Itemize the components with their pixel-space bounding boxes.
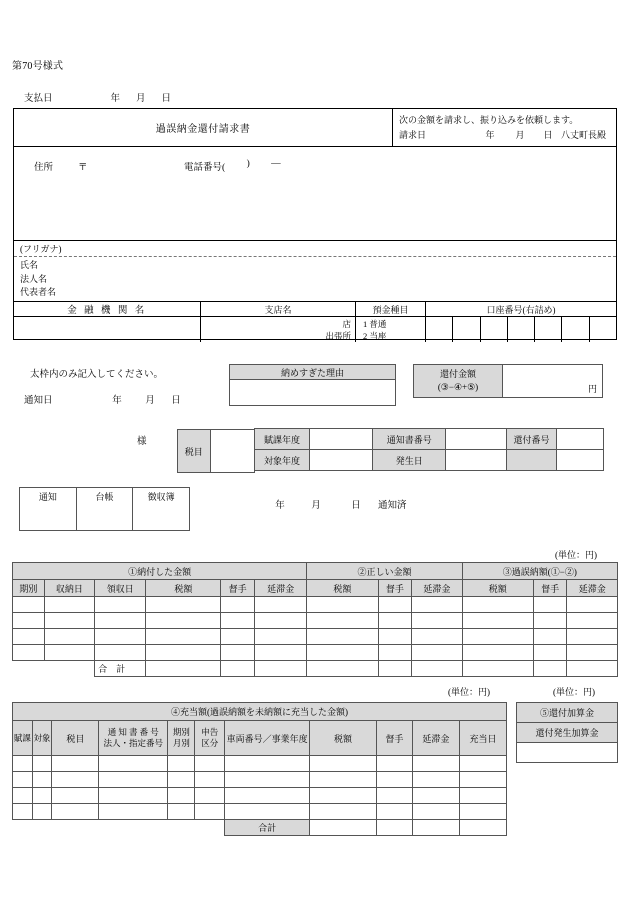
cell[interactable] <box>567 597 618 613</box>
total-label: 合 計 <box>95 661 146 677</box>
col-header-late-fee-2: 延滞金 <box>412 580 463 597</box>
total-cell[interactable] <box>533 661 567 677</box>
main-table-total-row <box>13 661 618 677</box>
t4-body <box>13 756 507 836</box>
t5-header-row <box>517 703 618 723</box>
cell[interactable] <box>567 629 618 645</box>
main-table-column-header-row <box>13 580 618 597</box>
total-cell[interactable] <box>254 661 306 677</box>
cell[interactable] <box>412 597 463 613</box>
refund-amount-label-line1: 還付金額 <box>439 369 476 379</box>
main-table-group-header-row <box>13 563 618 580</box>
cell[interactable] <box>567 645 618 661</box>
cell[interactable] <box>44 597 95 613</box>
cell[interactable] <box>195 788 225 804</box>
col-header-late-fee-1: 延滞金 <box>254 580 306 597</box>
cell[interactable] <box>99 772 168 788</box>
t5-header: ⑤還付加算金 <box>517 703 618 723</box>
cell[interactable] <box>224 772 309 788</box>
target-year-label: 対象年度 <box>254 449 310 471</box>
cell[interactable] <box>52 788 99 804</box>
ledger-date-row <box>262 497 407 511</box>
cell[interactable] <box>567 613 618 629</box>
col-header-reminder-3: 督手 <box>533 580 567 597</box>
tax-item-col-labels-3 <box>507 429 556 473</box>
request-statement-block <box>392 109 616 146</box>
occurrence-date-input[interactable] <box>445 449 507 471</box>
tax-item-col-values-3 <box>557 429 604 473</box>
address-line <box>34 159 281 173</box>
total-spacer <box>13 661 45 677</box>
bank-institution-input[interactable] <box>14 317 201 342</box>
col-header-tax-amount-3: 税額 <box>462 580 533 597</box>
tax-item-col-values-1 <box>310 429 373 473</box>
cell[interactable] <box>533 613 567 629</box>
tax-item-box <box>178 429 604 473</box>
overpayment-reason-box <box>229 364 396 406</box>
name-label: 氏名 <box>20 260 39 270</box>
request-date-label: 請求日 <box>399 130 427 140</box>
ledger-cell-register[interactable] <box>77 504 133 530</box>
cell[interactable] <box>412 613 463 629</box>
cell[interactable] <box>462 629 533 645</box>
total-cell[interactable] <box>412 661 463 677</box>
cell[interactable] <box>307 597 378 613</box>
bank-header-account-number: 口座番号(右詰め) <box>486 304 556 315</box>
table-row[interactable] <box>13 597 618 613</box>
col-header-tax-amount-1: 税額 <box>146 580 221 597</box>
total-cell[interactable] <box>462 661 533 677</box>
col-header-receipt-date: 領収日 <box>95 580 146 597</box>
cell[interactable] <box>99 756 168 772</box>
account-digit-cell[interactable] <box>481 317 508 342</box>
ledger-cell-collection[interactable] <box>133 504 189 530</box>
t4-col-header-notice-number: 通 知 書 番 号 法人・指定番号 <box>99 721 168 756</box>
refund-number-input-2[interactable] <box>556 449 604 471</box>
t4-total-cell[interactable] <box>412 820 459 836</box>
account-digit-cell[interactable] <box>426 317 453 342</box>
cell[interactable] <box>254 629 306 645</box>
cell[interactable] <box>32 788 52 804</box>
cell[interactable] <box>310 772 377 788</box>
t4-head <box>13 703 507 756</box>
unit-label-table4: (単位：円) <box>448 687 490 697</box>
refund-amount-input[interactable] <box>503 364 603 398</box>
refund-surcharge-table <box>516 702 618 763</box>
address-area[interactable] <box>14 147 616 240</box>
cell[interactable] <box>99 788 168 804</box>
ledger-header-collection: 徴収簿 <box>147 491 175 502</box>
account-digit-cell[interactable] <box>535 317 562 342</box>
cell[interactable] <box>13 788 33 804</box>
bank-header-deposit-type: 預金種目 <box>356 302 426 316</box>
cell[interactable] <box>462 645 533 661</box>
col-header-late-fee-3: 延滞金 <box>567 580 618 597</box>
cell[interactable] <box>13 613 45 629</box>
notice-number-input[interactable] <box>445 428 507 450</box>
cell[interactable] <box>195 756 225 772</box>
cell[interactable] <box>533 645 567 661</box>
cell[interactable] <box>44 613 95 629</box>
cell[interactable] <box>32 756 52 772</box>
cell[interactable] <box>378 645 412 661</box>
bank-branch-input[interactable] <box>201 317 356 342</box>
cell[interactable] <box>52 756 99 772</box>
total-spacer <box>44 661 95 677</box>
request-title: 過誤納金還付請求書 <box>155 124 251 135</box>
t4-col-header-vehicle-fiscal: 車両番号／事業年度 <box>224 721 309 756</box>
t5-value-input[interactable] <box>517 743 618 763</box>
cell[interactable] <box>99 804 168 820</box>
t4-col-header-allocation-date: 充当日 <box>459 721 506 756</box>
cell[interactable] <box>13 804 33 820</box>
bank-table-header <box>14 302 616 317</box>
payment-date-row <box>24 90 171 104</box>
cell[interactable] <box>462 613 533 629</box>
request-statement: 次の金額を請求し、振り込みを依頼します。 <box>399 115 579 125</box>
t4-col-header-tax-item: 税目 <box>52 721 99 756</box>
cell[interactable] <box>310 756 377 772</box>
cell[interactable] <box>224 788 309 804</box>
cell[interactable] <box>168 772 195 788</box>
thick-border-note: 太枠内のみ記入してください。 <box>30 370 164 380</box>
request-date-month: 月 <box>515 130 525 140</box>
payment-amounts-table <box>12 562 618 677</box>
t4-col-header-late-fee: 延滞金 <box>412 721 459 756</box>
cell[interactable] <box>221 597 255 613</box>
t4-total-cell[interactable] <box>310 820 377 836</box>
ledger-date-day: 日 <box>351 501 361 511</box>
ledger-confirmation-box <box>20 487 190 531</box>
cell[interactable] <box>13 645 45 661</box>
t4-total-cell[interactable] <box>376 820 412 836</box>
ledger-date-month: 月 <box>311 501 321 511</box>
cell[interactable] <box>254 645 306 661</box>
tax-item-label: 税目 <box>177 429 211 473</box>
tax-item-col-values-2 <box>446 429 507 473</box>
account-digit-cell[interactable] <box>590 317 616 342</box>
t4-total-spacer <box>99 820 168 836</box>
ledger-date-year: 年 <box>275 501 285 511</box>
tax-item-value-input[interactable] <box>210 429 255 473</box>
cell[interactable] <box>221 629 255 645</box>
cell[interactable] <box>95 645 146 661</box>
cell[interactable] <box>195 804 225 820</box>
t4-total-spacer <box>52 820 99 836</box>
cell[interactable] <box>254 613 306 629</box>
cell[interactable] <box>221 645 255 661</box>
deposit-option-ordinary[interactable]: 1 普通 <box>363 319 387 329</box>
refund-number-input[interactable] <box>556 428 604 450</box>
total-cell[interactable] <box>146 661 221 677</box>
cell[interactable] <box>168 804 195 820</box>
account-digit-cell[interactable] <box>508 317 535 342</box>
phone-paren-close: ) <box>246 159 250 169</box>
table-row[interactable] <box>13 772 507 788</box>
cell[interactable] <box>13 629 45 645</box>
address-label: 住所 <box>34 163 54 173</box>
table-row[interactable] <box>13 756 507 772</box>
cell[interactable] <box>307 629 378 645</box>
cell[interactable] <box>412 772 459 788</box>
cell[interactable] <box>459 804 506 820</box>
branch-suffix-options: 店 出張所 <box>325 319 351 341</box>
occurrence-date-label: 発生日 <box>372 449 446 471</box>
target-year-input[interactable] <box>309 449 373 471</box>
t4-total-spacer <box>32 820 52 836</box>
account-digit-cell[interactable] <box>453 317 480 342</box>
cell[interactable] <box>412 756 459 772</box>
cell[interactable] <box>224 756 309 772</box>
cell[interactable] <box>95 597 146 613</box>
cell[interactable] <box>376 756 412 772</box>
cell[interactable] <box>533 597 567 613</box>
col-header-period: 期別 <box>13 580 45 597</box>
t4-col-header-target: 対象 <box>32 721 52 756</box>
unit-label-main-table: (単位：円) <box>555 550 597 560</box>
ledger-col-register[interactable] <box>76 487 134 531</box>
ledger-notified-status: 通知済 <box>378 501 407 511</box>
col-header-reminder-2: 督手 <box>378 580 412 597</box>
bank-account-table <box>14 301 616 339</box>
group-header-paid: ①納付した金額 <box>13 563 307 580</box>
t4-col-header-tax-amount: 税額 <box>310 721 377 756</box>
payment-date-month: 月 <box>136 94 146 104</box>
form-number: 第70号様式 <box>12 61 64 72</box>
refund-number-label: 還付番号 <box>506 428 556 450</box>
group-header-correct: ②正しい金額 <box>307 563 462 580</box>
t5-body <box>517 703 618 763</box>
cell[interactable] <box>376 804 412 820</box>
notify-date-label: 通知日 <box>24 396 53 406</box>
t4-col-header-declaration: 申告 区分 <box>195 721 225 756</box>
tax-item-col-labels-1 <box>255 429 310 473</box>
notify-date-day: 日 <box>171 396 181 406</box>
notify-date-row <box>24 392 186 406</box>
cell[interactable] <box>310 804 377 820</box>
t4-column-header-row <box>13 721 507 756</box>
notify-date-month: 月 <box>145 396 155 406</box>
request-date-year: 年 <box>485 130 495 140</box>
total-cell[interactable] <box>567 661 618 677</box>
cell[interactable] <box>459 788 506 804</box>
col-header-reminder-1: 督手 <box>221 580 255 597</box>
t4-total-spacer <box>195 820 225 836</box>
total-cell[interactable] <box>307 661 378 677</box>
refund-amount-label <box>413 364 503 398</box>
notice-number-label: 通知書番号 <box>372 428 446 450</box>
cell[interactable] <box>459 756 506 772</box>
refund-number-label-empty <box>506 449 556 471</box>
cell[interactable] <box>459 772 506 788</box>
cell[interactable] <box>52 804 99 820</box>
total-cell[interactable] <box>221 661 255 677</box>
cell[interactable] <box>533 629 567 645</box>
t4-group-header-row <box>13 703 507 721</box>
cell[interactable] <box>378 629 412 645</box>
cell[interactable] <box>168 756 195 772</box>
t4-total-spacer <box>168 820 195 836</box>
payment-date-day: 日 <box>161 94 172 104</box>
cell[interactable] <box>378 613 412 629</box>
cell[interactable] <box>195 772 225 788</box>
cell[interactable] <box>221 613 255 629</box>
cell[interactable] <box>32 804 52 820</box>
cell[interactable] <box>310 788 377 804</box>
total-cell[interactable] <box>378 661 412 677</box>
refund-amount-unit: 円 <box>587 384 597 394</box>
cell[interactable] <box>13 772 33 788</box>
main-table-head <box>13 563 618 597</box>
t4-col-header-period: 期別 月別 <box>168 721 195 756</box>
cell[interactable] <box>168 788 195 804</box>
cell[interactable] <box>146 629 221 645</box>
cell[interactable] <box>412 804 459 820</box>
furigana-row[interactable]: (フリガナ) <box>14 240 616 257</box>
cell[interactable] <box>32 772 52 788</box>
bank-table-body <box>14 317 616 342</box>
cell[interactable] <box>376 772 412 788</box>
request-title-row <box>14 109 616 147</box>
bank-header-institution: 金 融 機 関 名 <box>14 302 201 316</box>
refund-amount-box <box>413 364 603 398</box>
table-row[interactable] <box>13 788 507 804</box>
cell[interactable] <box>52 772 99 788</box>
cell[interactable] <box>95 613 146 629</box>
levy-year-label: 賦課年度 <box>254 428 310 450</box>
t4-total-row <box>13 820 507 836</box>
t4-total-spacer <box>13 820 33 836</box>
col-header-storage-date: 収納日 <box>44 580 95 597</box>
cell[interactable] <box>224 804 309 820</box>
col-header-tax-amount-2: 税額 <box>307 580 378 597</box>
payment-date-label: 支払日 <box>24 94 53 104</box>
group-header-overpaid: ③過誤納額(①−②) <box>462 563 617 580</box>
ledger-cell-notice[interactable] <box>20 504 76 530</box>
table-row[interactable] <box>13 613 618 629</box>
cell[interactable] <box>254 597 306 613</box>
account-digit-cell[interactable] <box>562 317 589 342</box>
cell[interactable] <box>378 597 412 613</box>
cell[interactable] <box>13 597 45 613</box>
allocation-amount-table <box>12 702 507 836</box>
overpayment-reason-header: 納めすぎた理由 <box>229 364 396 380</box>
cell[interactable] <box>146 645 221 661</box>
t5-subheader-row <box>517 723 618 743</box>
rep-name-label: 代表者名 <box>20 287 57 297</box>
ledger-header-notice: 通知 <box>38 491 57 502</box>
request-date-day: 日 <box>543 130 553 140</box>
overpayment-reason-input[interactable] <box>229 380 396 406</box>
table-row[interactable] <box>13 629 618 645</box>
cell[interactable] <box>412 788 459 804</box>
t5-subheader: 還付発生加算金 <box>517 723 618 743</box>
cell[interactable] <box>95 629 146 645</box>
cell[interactable] <box>462 597 533 613</box>
deposit-option-current[interactable]: 2 当座 <box>363 331 387 341</box>
unit-label-table5: (単位：円) <box>553 687 595 697</box>
t4-total-label: 合計 <box>224 820 309 836</box>
refund-request-box <box>13 108 617 340</box>
cell[interactable] <box>412 645 463 661</box>
cell[interactable] <box>412 629 463 645</box>
recipient-honorific: 様 <box>137 437 147 447</box>
phone-label: 電話番号( <box>184 163 226 173</box>
bank-account-number-cells[interactable] <box>426 317 616 342</box>
main-table-body <box>13 597 618 677</box>
addressee: 八丈町長殿 <box>561 130 607 140</box>
cell[interactable] <box>307 613 378 629</box>
bank-header-branch: 支店名 <box>201 302 356 316</box>
t4-col-header-reminder: 督手 <box>376 721 412 756</box>
tax-item-col-labels-2 <box>373 429 446 473</box>
deposit-type-list <box>356 317 425 342</box>
refund-amount-formula: (③−④+⑤) <box>437 382 479 392</box>
t4-col-header-levy: 賦課 <box>13 721 33 756</box>
ledger-col-notice[interactable] <box>19 487 77 531</box>
cell[interactable] <box>13 756 33 772</box>
table-row[interactable] <box>13 804 507 820</box>
phone-dash: — <box>271 159 281 169</box>
levy-year-input[interactable] <box>309 428 373 450</box>
payment-date-year: 年 <box>110 94 121 104</box>
cell[interactable] <box>146 597 221 613</box>
cell[interactable] <box>44 645 95 661</box>
t4-total-cell[interactable] <box>459 820 506 836</box>
t4-group-header: ④充当額(過誤納額を未納額に充当した金額) <box>13 703 507 721</box>
table-row[interactable] <box>13 645 618 661</box>
ledger-col-collection[interactable] <box>132 487 190 531</box>
cell[interactable] <box>376 788 412 804</box>
postal-mark-icon: 〒 <box>78 163 88 173</box>
ledger-header-register: 台帳 <box>95 491 114 502</box>
name-area[interactable] <box>14 257 616 301</box>
cell[interactable] <box>307 645 378 661</box>
cell[interactable] <box>146 613 221 629</box>
t5-value-row[interactable] <box>517 743 618 763</box>
bank-deposit-type-options[interactable] <box>356 317 426 342</box>
cell[interactable] <box>44 629 95 645</box>
corp-name-label: 法人名 <box>20 273 48 284</box>
notify-date-year: 年 <box>112 396 122 406</box>
